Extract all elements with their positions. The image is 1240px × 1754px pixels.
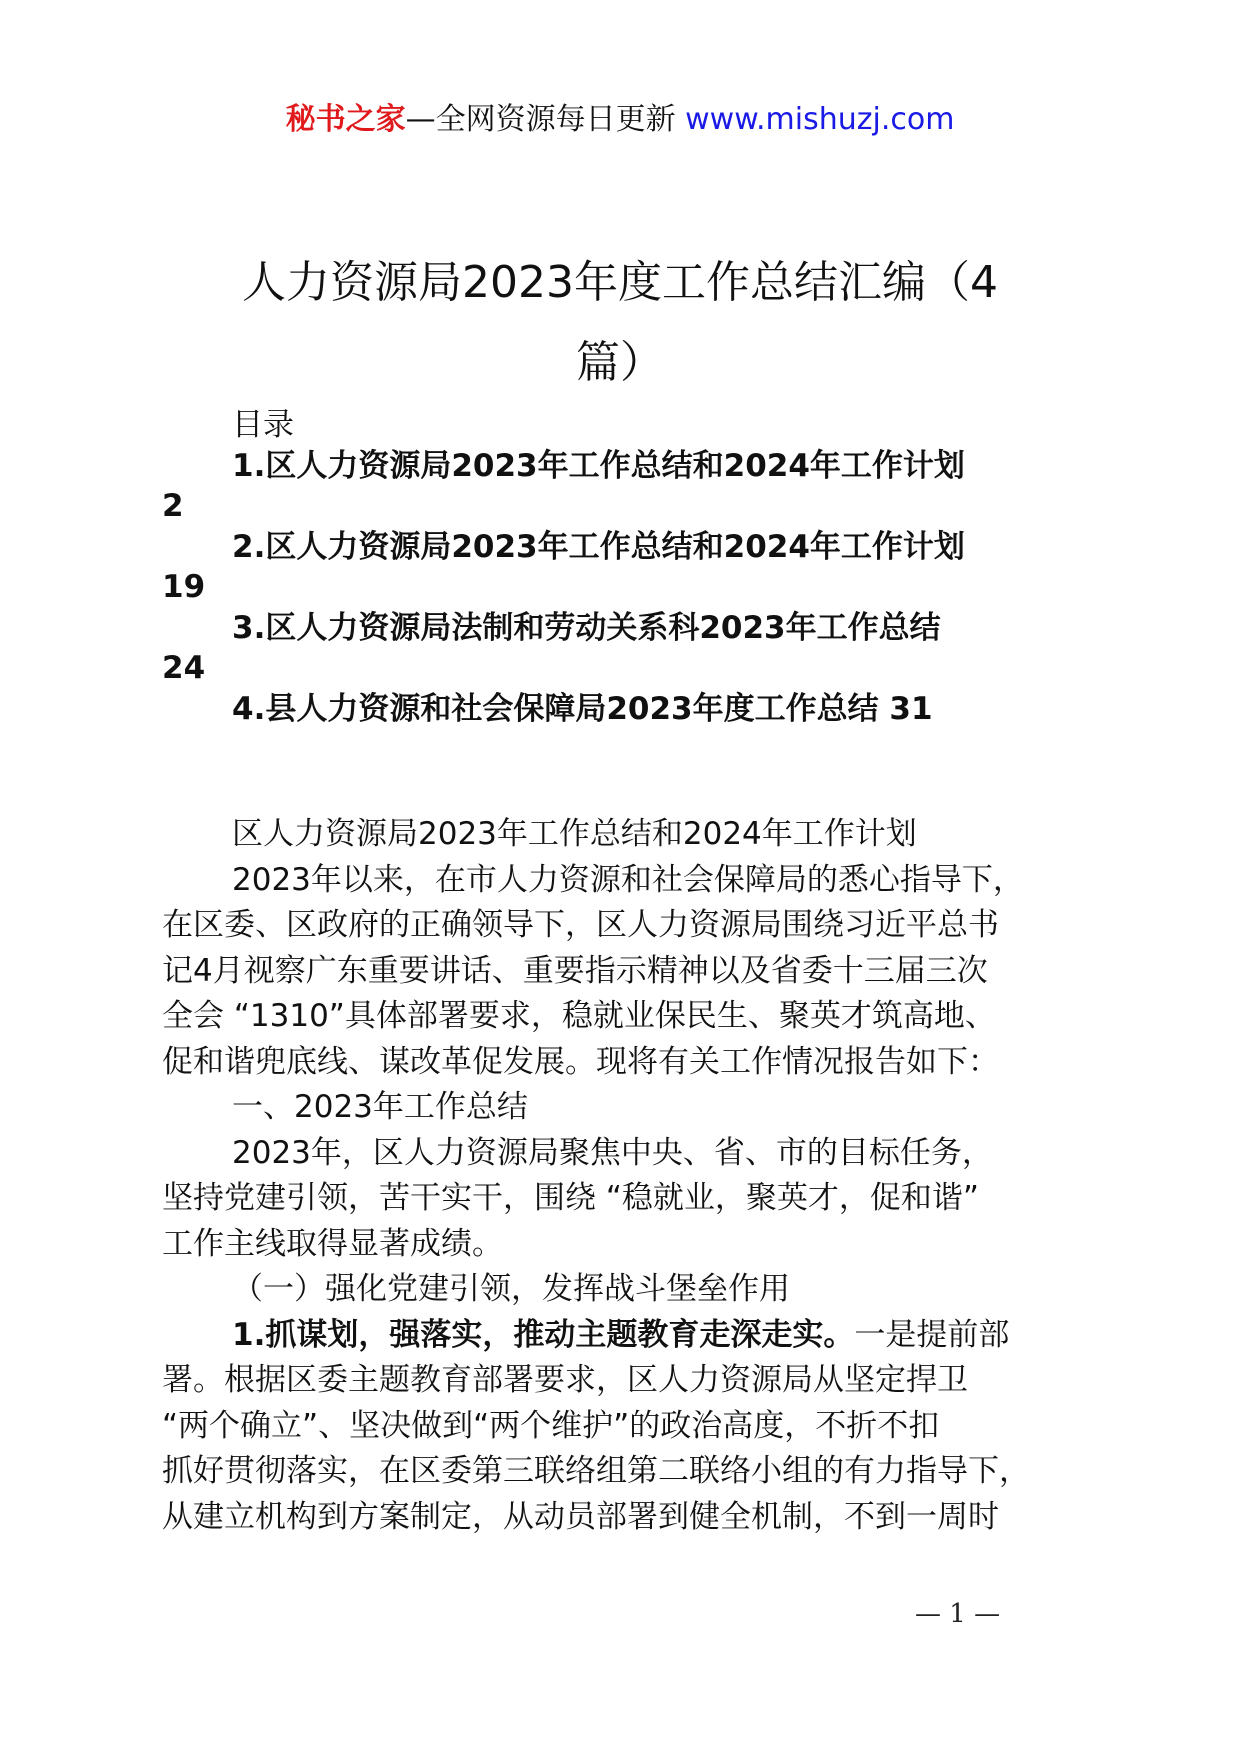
paragraph-line: 工作主线取得显著成绩。 (162, 1225, 503, 1262)
table-of-contents (162, 405, 1092, 729)
site-url-link[interactable]: www.mishuzj.com (685, 102, 955, 137)
document-title-line-2: 篇） (576, 337, 664, 388)
paragraph-line: 记4月视察广东重要讲话、重要指示精神以及省委十三届三次 (162, 952, 988, 989)
header-tagline: —全网资源每日更新 (405, 102, 676, 137)
toc-item-3[interactable]: 3.区人力资源局法制和劳动关系科2023年工作总结 (232, 609, 941, 646)
toc-heading: 目录 (232, 407, 294, 443)
point-heading: 1.抓谋划，强落实，推动主题教育走深走实。 (232, 1316, 855, 1353)
toc-item-1-page: 2 (162, 488, 184, 524)
paragraph-line (162, 1313, 1092, 1359)
paragraph-line: 在区委、区政府的正确领导下，区人力资源局围绕习近平总书 (162, 907, 999, 943)
paragraph-line: 署。根据区委主题教育部署要求，区人力资源局从坚定捍卫 (162, 1362, 968, 1398)
toc-item-1[interactable]: 1.区人力资源局2023年工作总结和2024年工作计划 (232, 447, 965, 484)
paragraph-line: 从建立机构到方案制定，从动员部署到健全机制，不到一周时 (162, 1498, 999, 1535)
paragraph-line: 2023年以来，在市人力资源和社会保障局的悉心指导下， (232, 861, 1024, 898)
toc-item-3-page: 24 (162, 650, 206, 686)
toc-item-2-page: 19 (162, 569, 206, 605)
paragraph-line: “两个确立”、坚决做到“两个维护”的政治高度，不折不扣 (162, 1407, 940, 1444)
paragraph-line: 抓好贯彻落实，在区委第三联络组第二联络小组的有力指导下， (162, 1453, 1030, 1489)
section-doc-title: 区人力资源局2023年工作总结和2024年工作计划 (232, 816, 917, 852)
page-number: — 1 — (915, 1599, 1001, 1629)
paragraph-line: 促和谐兜底线、谋改革促发展。现将有关工作情况报告如下： (162, 1043, 999, 1080)
document-body (162, 812, 1092, 1540)
paragraph-line: 坚持党建引领，苦干实干，围绕 “稳就业，聚英才，促和谐” (162, 1180, 979, 1216)
toc-item-2[interactable]: 2.区人力资源局2023年工作总结和2024年工作计划 (232, 528, 965, 565)
paragraph-line: 2023年，区人力资源局聚焦中央、省、市的目标任务， (232, 1134, 993, 1171)
section-heading: 一、2023年工作总结 (232, 1089, 528, 1125)
point-text: 一是提前部 (854, 1316, 1010, 1353)
paragraph-line: 全会 “1310”具体部署要求，稳就业保民生、聚英才筑高地、 (162, 998, 996, 1034)
brand-name: 秘书之家 (285, 102, 406, 137)
document-title-line-1: 人力资源局2023年度工作总结汇编（4 (242, 257, 998, 308)
toc-item-4[interactable]: 4.县人力资源和社会保障局2023年度工作总结 31 (232, 690, 933, 727)
site-header (0, 100, 1240, 140)
subsection-heading: （一）强化党建引领，发挥战斗堡垒作用 (232, 1271, 790, 1307)
